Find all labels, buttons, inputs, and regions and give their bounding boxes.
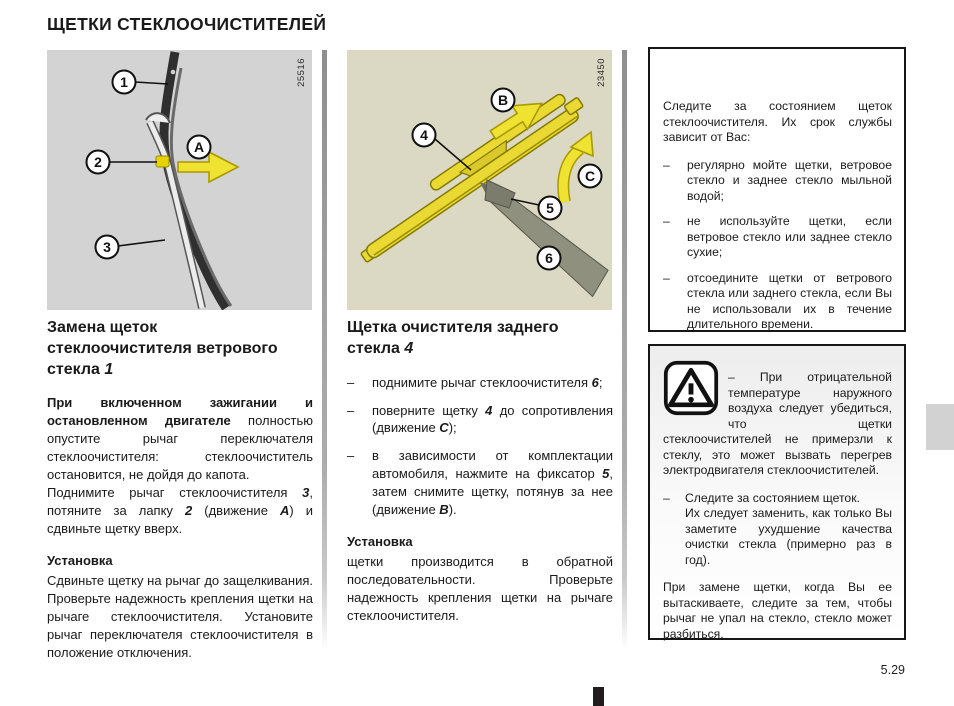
front-wiper-paragraph-2: Поднимите рычаг стеклоочистителя 3, потяните за лапку 2 (движение A) и сдвиньте щетку вверх. [47, 485, 314, 536]
callout-6 [538, 247, 561, 270]
svg-text:2: 2 [94, 154, 102, 170]
callout-2 [87, 151, 110, 174]
svg-text:A: A [193, 139, 205, 155]
list-item: – не используйте щетки, если ветровое стекло или заднее стекло сухие; [663, 214, 892, 260]
print-registration-mark [593, 687, 604, 706]
front-wiper-section [47, 318, 313, 662]
warning-text: – При отрицательной температуре наружного воздуха следует убедиться, что щетки стеклоочистителей не примерзли к стеклу, это может вызвать перегрев электродвигателя стеклоочистителей. [663, 370, 892, 478]
warning-box [648, 344, 906, 640]
rear-wiper-figure [347, 50, 612, 310]
svg-text:1: 1 [120, 74, 128, 90]
front-wiper-paragraph-1: При включенном зажигании и остановленном двигателе полностью опустите рычаг переключателя стеклоочистителя: стеклоочиститель остановится, не дойдя до капота. [47, 395, 313, 483]
rear-wiper-steps [347, 374, 613, 520]
list-item: – в зависимости от комплектации автомобиля, нажмите на фиксатор 5, затем снимите щетку, потянув за нее (движение B). [347, 448, 613, 518]
callout-4 [413, 124, 436, 147]
svg-text:C: C [584, 168, 596, 184]
rear-wiper-section [347, 318, 613, 625]
page-number: 5.29 [880, 663, 905, 677]
callout-c [579, 165, 602, 188]
list-item: – отсоедините щетки от ветрового стекла или заднего стекла, если Вы не использовали их в течение длительного времени. [663, 270, 892, 332]
windshield-wiper-figure [47, 50, 312, 310]
callout-1 [113, 71, 136, 94]
wiper-tab [156, 156, 169, 167]
svg-text:B: B [497, 92, 509, 108]
arm-fixator [485, 180, 515, 208]
arrow-a [178, 152, 238, 182]
list-item: – поднимите рычаг стеклоочистителя 6; [347, 374, 603, 390]
figure-number: 23450 [596, 58, 607, 87]
install-paragraph: щетки производится в обратной последовательности. Проверьте надежность крепления щетки на рычаге стеклоочистителя. [347, 554, 613, 623]
column-divider [322, 50, 327, 650]
blade-pin [171, 70, 176, 75]
list-item: – регулярно мойте щетки, ветровое стекло и заднее стекло мыльной водой; [663, 157, 892, 203]
list-item: – Следите за состоянием щеток. Их следует заменить, как только Вы заметите ухудшение качества очистки стекла (примерно раз в год). [663, 490, 892, 567]
callout-b [492, 89, 515, 112]
install-heading: Установка [47, 552, 113, 568]
callout-a [188, 136, 211, 159]
callout-3 [96, 236, 119, 259]
warning-note: При замене щетки, когда Вы ее вытаскиваете, следите за тем, чтобы рычаг не упал на стекло, стекло может разбиться. [663, 580, 892, 641]
rear-wiper-illustration [347, 50, 612, 310]
install-heading: Установка [347, 534, 413, 550]
front-wiper-heading: Замена щеток стеклоочистителя ветрового стекла 1 [47, 319, 278, 378]
rear-wiper-heading: Щетка очистителя заднего стекла 4 [347, 319, 559, 357]
svg-text:5: 5 [546, 200, 554, 216]
figure-number: 25516 [296, 58, 307, 87]
section-edge-tab [926, 404, 954, 450]
warning-icon [663, 360, 719, 416]
page-title: ЩЕТКИ СТЕКЛООЧИСТИТЕЛЕЙ [47, 14, 327, 34]
callout-5 [539, 197, 562, 220]
maintenance-note-box [648, 47, 906, 332]
leader-line-3 [118, 240, 165, 246]
list-item: – поверните щетку 4 до сопротивления (движение C); [347, 402, 613, 436]
install-paragraph: Сдвиньте щетку на рычаг до защелкивания. Проверьте надежность крепления щетки на рычаге стеклоочистителя. Установите рычаг переключателя стеклоочистителя в положение отключения. [47, 572, 313, 660]
svg-text:3: 3 [103, 239, 111, 255]
svg-text:6: 6 [545, 250, 553, 266]
note-intro: Следите за состоянием щеток стеклоочистителя. Их срок службы зависит от Вас: [663, 99, 892, 145]
leader-line-1 [135, 82, 168, 84]
column-divider [622, 50, 627, 650]
svg-text:4: 4 [420, 127, 428, 143]
windshield-wiper-illustration [47, 50, 312, 310]
